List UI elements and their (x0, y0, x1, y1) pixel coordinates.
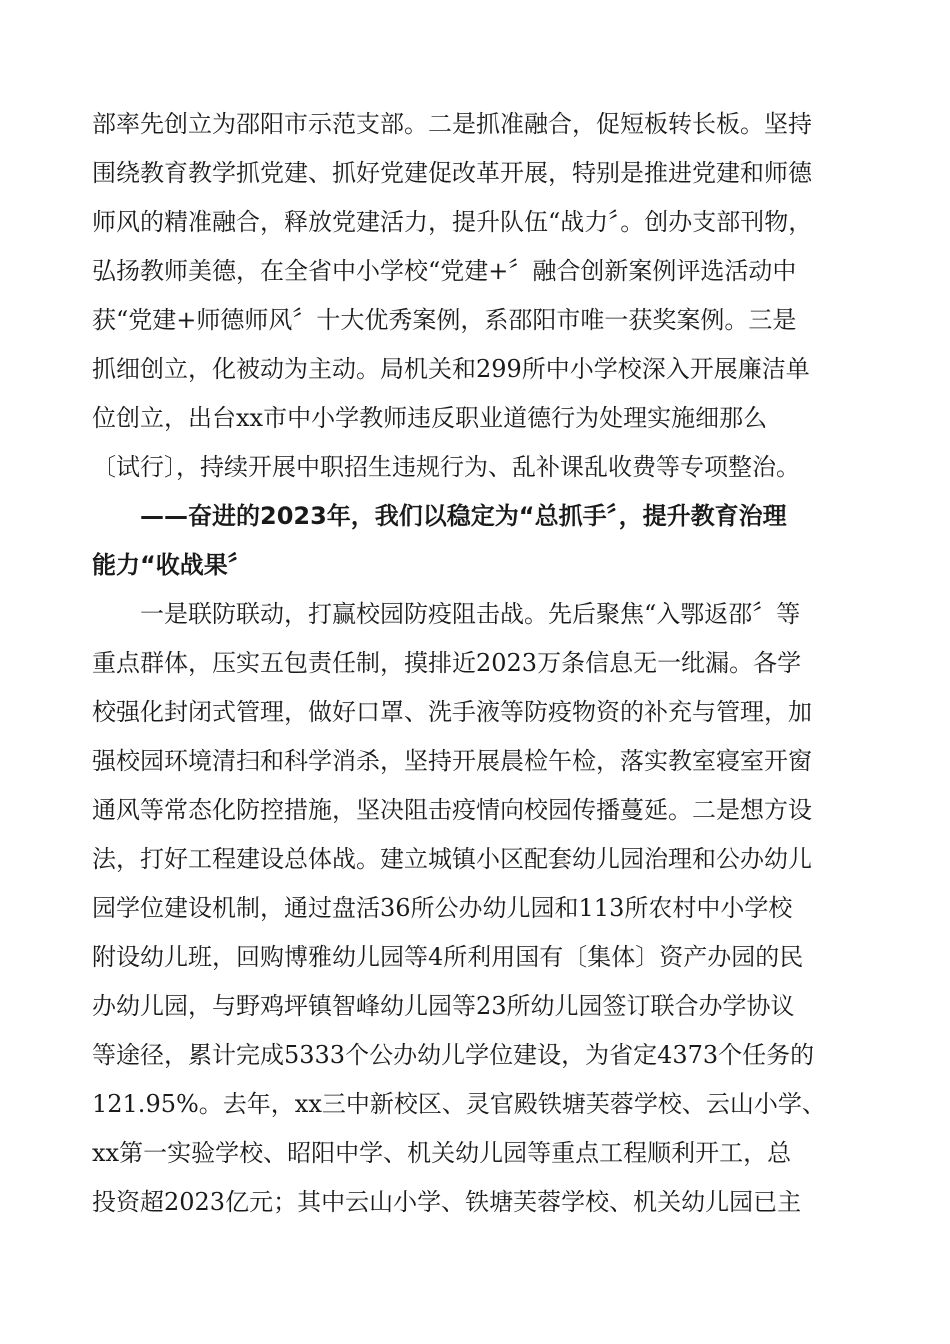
paragraph-line: 121.95%。去年，xx三中新校区、灵官殿铁塘芙蓉学校、云山小学、 (92, 1090, 826, 1118)
paragraph-line: 弘扬教师美德，在全省中小学校“党建+〞融合创新案例评选活动中 (92, 257, 797, 285)
paragraph-line: 办幼儿园，与野鸡坪镇智峰幼儿园等23所幼儿园签订联合办学协议 (92, 992, 795, 1020)
paragraph-line: 强校园环境清扫和科学消杀，坚持开展晨检午检，落实教室寝室开窗 (92, 747, 812, 775)
paragraph-line: xx第一实验学校、昭阳中学、机关幼儿园等重点工程顺利开工，总 (92, 1139, 792, 1167)
paragraph-line: 抓细创立，化被动为主动。局机关和299所中小学校深入开展廉洁单 (92, 355, 810, 383)
paragraph-line: 师风的精准融合，释放党建活力，提升队伍“战力〞。创办支部刊物， (92, 208, 813, 236)
paragraph-line: 等途径，累计完成5333个公办幼儿学位建设，为省定4373个任务的 (92, 1041, 815, 1069)
section-heading-line: 能力“收战果〞 (92, 551, 252, 579)
paragraph-line: 围绕教育教学抓党建、抓好党建促改革开展，特别是推进党建和师德 (92, 159, 812, 187)
document-page (92, 100, 862, 1227)
paragraph-line: 园学位建设机制，通过盘活36所公办幼儿园和113所农村中小学校 (92, 894, 793, 922)
paragraph-line: 重点群体，压实五包责任制，摸排近2023万条信息无一纰漏。各学 (92, 649, 802, 677)
paragraph-line: 获“党建+师德师风〞十大优秀案例，系邵阳市唯一获奖案例。三是 (92, 306, 797, 334)
paragraph-line: 位创立，出台xx市中小学教师违反职业道德行为处理实施细那么 (92, 404, 768, 432)
paragraph-line: 一是联防联动，打赢校园防疫阻击战。先后聚焦“入鄂返邵〞等 (140, 600, 801, 628)
paragraph-line: 通风等常态化防控措施，坚决阻击疫情向校园传播蔓延。二是想方设 (92, 796, 812, 824)
paragraph-line: 校强化封闭式管理，做好口罩、洗手液等防疫物资的补充与管理，加 (92, 698, 812, 726)
paragraph-line: 部率先创立为邵阳市示范支部。二是抓准融合，促短板转长板。坚持 (92, 110, 812, 138)
paragraph-line: 投资超2023亿元；其中云山小学、铁塘芙蓉学校、机关幼儿园已主 (92, 1188, 802, 1216)
paragraph-line: 〔试行〕，持续开展中职招生违规行为、乱补课乱收费等专项整治。 (92, 453, 800, 481)
paragraph-line: 附设幼儿班，回购博雅幼儿园等4所利用国有〔集体〕资产办园的民 (92, 943, 804, 971)
section-heading-line: ——奋进的2023年，我们以稳定为“总抓手〞，提升教育治理 (140, 502, 787, 530)
paragraph-line: 法，打好工程建设总体战。建立城镇小区配套幼儿园治理和公办幼儿 (92, 845, 812, 873)
